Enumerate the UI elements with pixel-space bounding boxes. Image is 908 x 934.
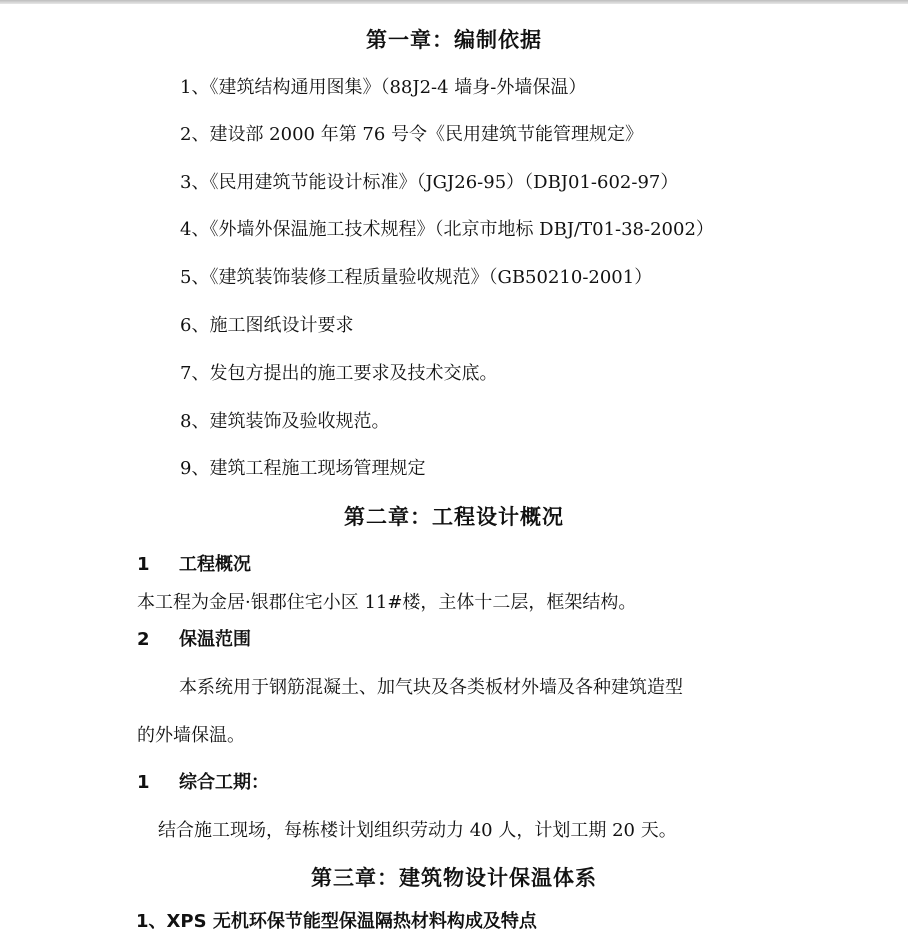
basis-item-3: 3、《民用建筑节能设计标准》（JGJ26-95）（DBJ01-602-97） bbox=[180, 172, 679, 193]
section-scope-heading bbox=[137, 628, 251, 652]
basis-item-4: 4、《外墙外保温施工技术规程》（北京市地标 DBJ/T01-38-2002） bbox=[180, 219, 714, 240]
window-top-edge bbox=[0, 0, 908, 4]
basis-item-7: 7、发包方提出的施工要求及技术交底。 bbox=[180, 363, 498, 384]
scope-paragraph-line1: 本系统用于钢筋混凝土、加气块及各类板材外墙及各种建筑造型 bbox=[179, 677, 683, 698]
scope-paragraph-line2: 的外墙保温。 bbox=[137, 725, 245, 746]
section-number: 1 bbox=[137, 772, 150, 793]
basis-item-8: 8、建筑装饰及验收规范。 bbox=[180, 411, 390, 432]
chapter-1-title: 第一章：编制依据 bbox=[366, 28, 542, 52]
basis-item-1: 1、《建筑结构通用图集》（88J2-4 墙身-外墙保温） bbox=[180, 77, 587, 98]
section-title: 工程概况 bbox=[179, 554, 251, 575]
section-title: 保温范围 bbox=[179, 629, 251, 650]
chapter-3-title: 第三章：建筑物设计保温体系 bbox=[311, 866, 597, 890]
section-overview-heading bbox=[137, 553, 251, 577]
basis-item-6: 6、施工图纸设计要求 bbox=[180, 315, 354, 336]
schedule-paragraph: 结合施工现场，每栋楼计划组织劳动力 40 人，计划工期 20 天。 bbox=[158, 820, 677, 841]
chapter-2-title: 第二章：工程设计概况 bbox=[344, 505, 564, 529]
basis-item-5: 5、《建筑装饰装修工程质量验收规范》（GB50210-2001） bbox=[180, 267, 653, 288]
partially-visible-heading: 1、XPS 无机环保节能型保温隔热材料构成及特点 bbox=[136, 911, 537, 932]
section-number: 2 bbox=[137, 629, 150, 650]
section-number: 1 bbox=[137, 554, 150, 575]
overview-paragraph: 本工程为金居·银郡住宅小区 11#楼，主体十二层，框架结构。 bbox=[137, 592, 637, 613]
section-title: 综合工期： bbox=[179, 772, 269, 793]
section-schedule-heading bbox=[137, 771, 269, 795]
basis-item-2: 2、建设部 2000 年第 76 号令《民用建筑节能管理规定》 bbox=[180, 124, 644, 145]
basis-item-9: 9、建筑工程施工现场管理规定 bbox=[180, 458, 426, 479]
